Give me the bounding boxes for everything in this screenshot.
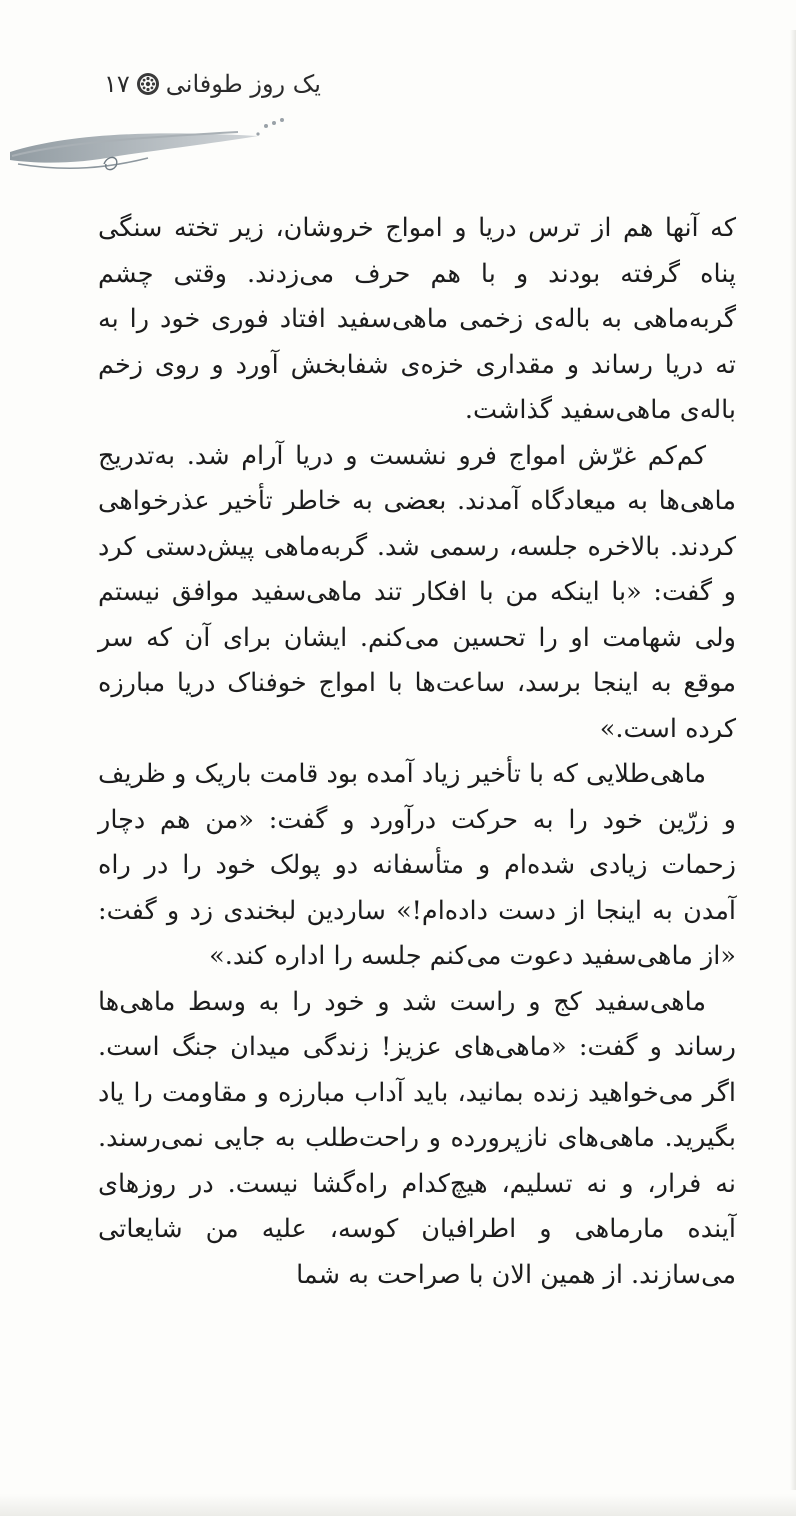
running-header (8, 62, 328, 192)
rosette-icon (136, 72, 160, 96)
paragraph-1: که آنها هم از ترس دریا و امواج خروشان، زیر تخته سنگی پناه گرفته بودند و با هم حرف می‌زدند. وقتی چشم گربه‌ماهی به باله‌ی زخمی ماهی‌سفید افتاد فوری خود را به ته دریا رساند و مقداری خزه‌ی شفابخش آورد و روی زخم باله‌ی ماهی‌سفید گذاشت. (98, 213, 736, 425)
page-number: ۱۷ (104, 70, 130, 98)
paragraph-2: کم‌کم غرّش امواج فرو نشست و دریا آرام شد. به‌تدریج ماهی‌ها به میعادگاه آمدند. بعضی به خاطر تأخیر عذرخواهی کردند. بالاخره جلسه، رسمی شد. گربه‌ماهی پیش‌دستی کرد و گفت: «با اینکه من با افکار تند ماهی‌سفید موافق نیستم ولی شهامت او را تحسین می‌کنم. ایشان برای آن که سر موقع به اینجا برسد، ساعت‌ها با امواج خوفناک دریا مبارزه کرده است.» (98, 440, 736, 744)
page-edge-shadow (790, 30, 796, 1490)
paragraph-3: ماهی‌طلایی که با تأخیر زیاد آمده بود قامت باریک و ظریف و زرّین خود را به حرکت درآورد و گفت: «من هم دچار زحمات زیادی شده‌ام و متأسفانه دو پولک خود را در راه آمدن به اینجا از دست داده‌ام!» ساردین لبخندی زد و گفت: «از ماهی‌سفید دعوت می‌کنم جلسه را اداره کند.» (98, 759, 736, 971)
header-title-row (104, 70, 321, 98)
chapter-title: یک روز طوفانی (165, 70, 321, 98)
paragraph-4: ماهی‌سفید کج و راست شد و خود را به وسط ماهی‌ها رساند و گفت: «ماهی‌های عزیز! زندگی میدان جنگ است. اگر می‌خواهید زنده بمانید، باید آداب مبارزه و مقاومت را یاد بگیرید. ماهی‌های نازپرورده و راحت‌طلب به جایی نمی‌رسند. نه فرار، و نه تسلیم، هیچ‌کدام راه‌گشا نیست. در روزهای آینده مارماهی و اطرافیان کوسه، علیه من شایعاتی می‌سازند. از همین الان با صراحت به شما (98, 986, 736, 1290)
body-text (98, 206, 736, 1298)
wave-ornament-icon (8, 114, 308, 184)
page-bottom-shadow (0, 1494, 796, 1516)
